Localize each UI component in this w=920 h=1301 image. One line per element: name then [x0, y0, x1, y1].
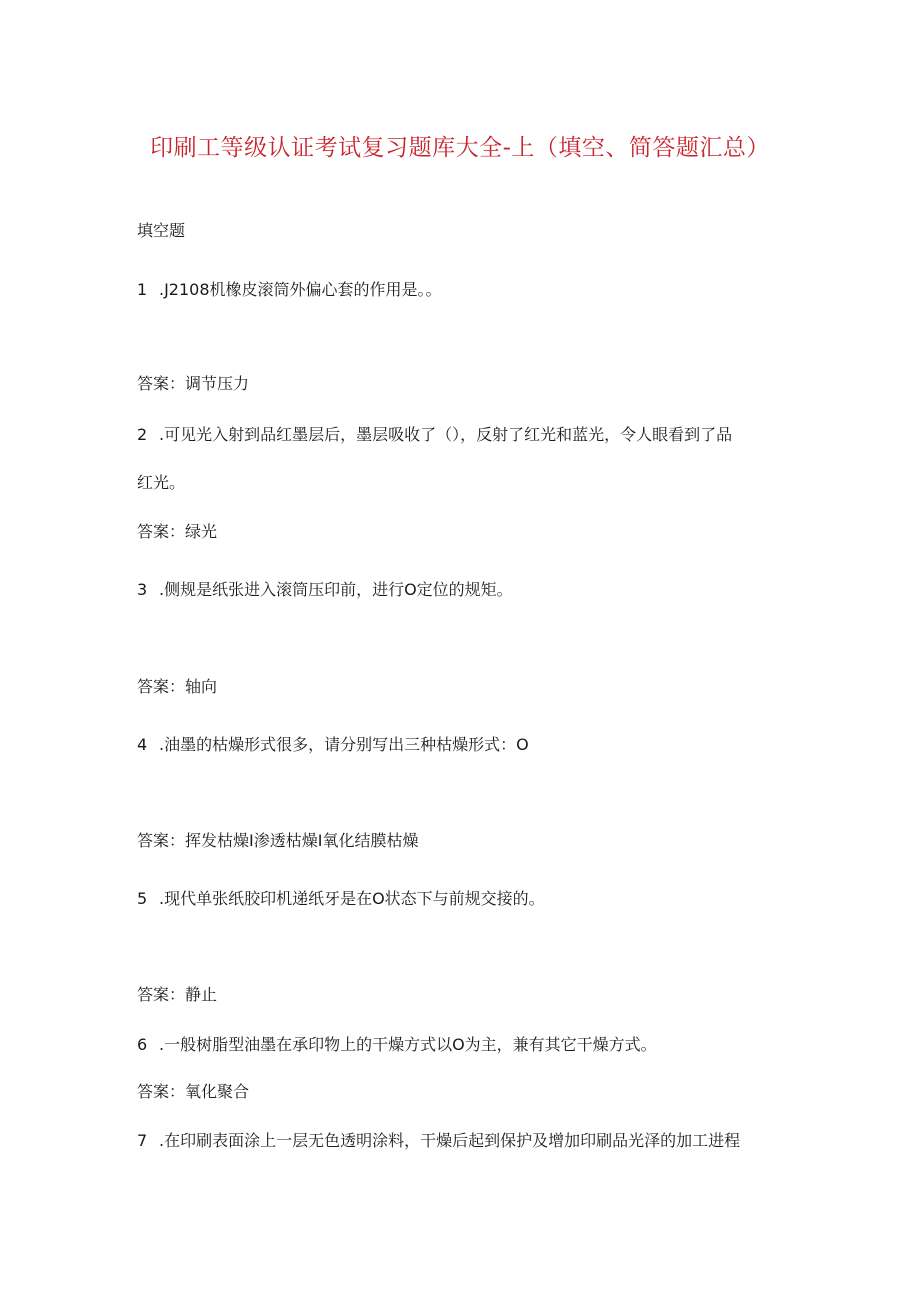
answer-5: 答案：静止: [137, 985, 218, 1004]
question-text: .J2108机橡皮滚筒外偏心套的作用是。。: [159, 280, 442, 299]
question-number: 5: [137, 889, 148, 908]
question-number: 4: [137, 735, 148, 754]
question-7: [137, 1129, 740, 1153]
answer-1: 答案：调节压力: [137, 374, 250, 393]
section-heading: 填空题: [137, 221, 186, 240]
question-number: 7: [137, 1131, 148, 1150]
question-2: [137, 423, 732, 447]
question-text: .一般树脂型油墨在承印物上的干燥方式以O为主，兼有其它干燥方式。: [159, 1035, 657, 1054]
question-text: .侧规是纸张进入滚筒压印前，进行O定位的规矩。: [159, 580, 513, 599]
answer-3: 答案：轴向: [137, 677, 218, 696]
question-number: 2: [137, 425, 148, 444]
answer-4: 答案：挥发枯燥I渗透枯燥I氧化结膜枯燥: [137, 831, 419, 850]
question-1: [137, 278, 442, 302]
question-5: [137, 887, 545, 911]
question-number: 3: [137, 580, 148, 599]
question-text: .在印刷表面涂上一层无色透明涂料，干燥后起到保护及增加印刷品光泽的加工进程: [159, 1131, 741, 1150]
question-6: [137, 1033, 657, 1057]
question-number: 6: [137, 1035, 148, 1054]
document-title: 印刷工等级认证考试复习题库大全-上（填空、简答题汇总）: [150, 135, 770, 161]
question-number: 1: [137, 280, 148, 299]
answer-2: 答案：绿光: [137, 522, 218, 541]
question-3: [137, 578, 513, 602]
question-text: .油墨的枯燥形式很多，请分别写出三种枯燥形式：O: [159, 735, 529, 754]
question-text: .可见光入射到品红墨层后，墨层吸收了（），反射了红光和蓝光，令人眼看到了品: [159, 425, 733, 444]
question-4: [137, 733, 529, 757]
question-text: .现代单张纸胶印机递纸牙是在O状态下与前规交接的。: [159, 889, 545, 908]
answer-6: 答案：氧化聚合: [137, 1082, 250, 1101]
question-2-continued: 红光。: [137, 473, 186, 492]
